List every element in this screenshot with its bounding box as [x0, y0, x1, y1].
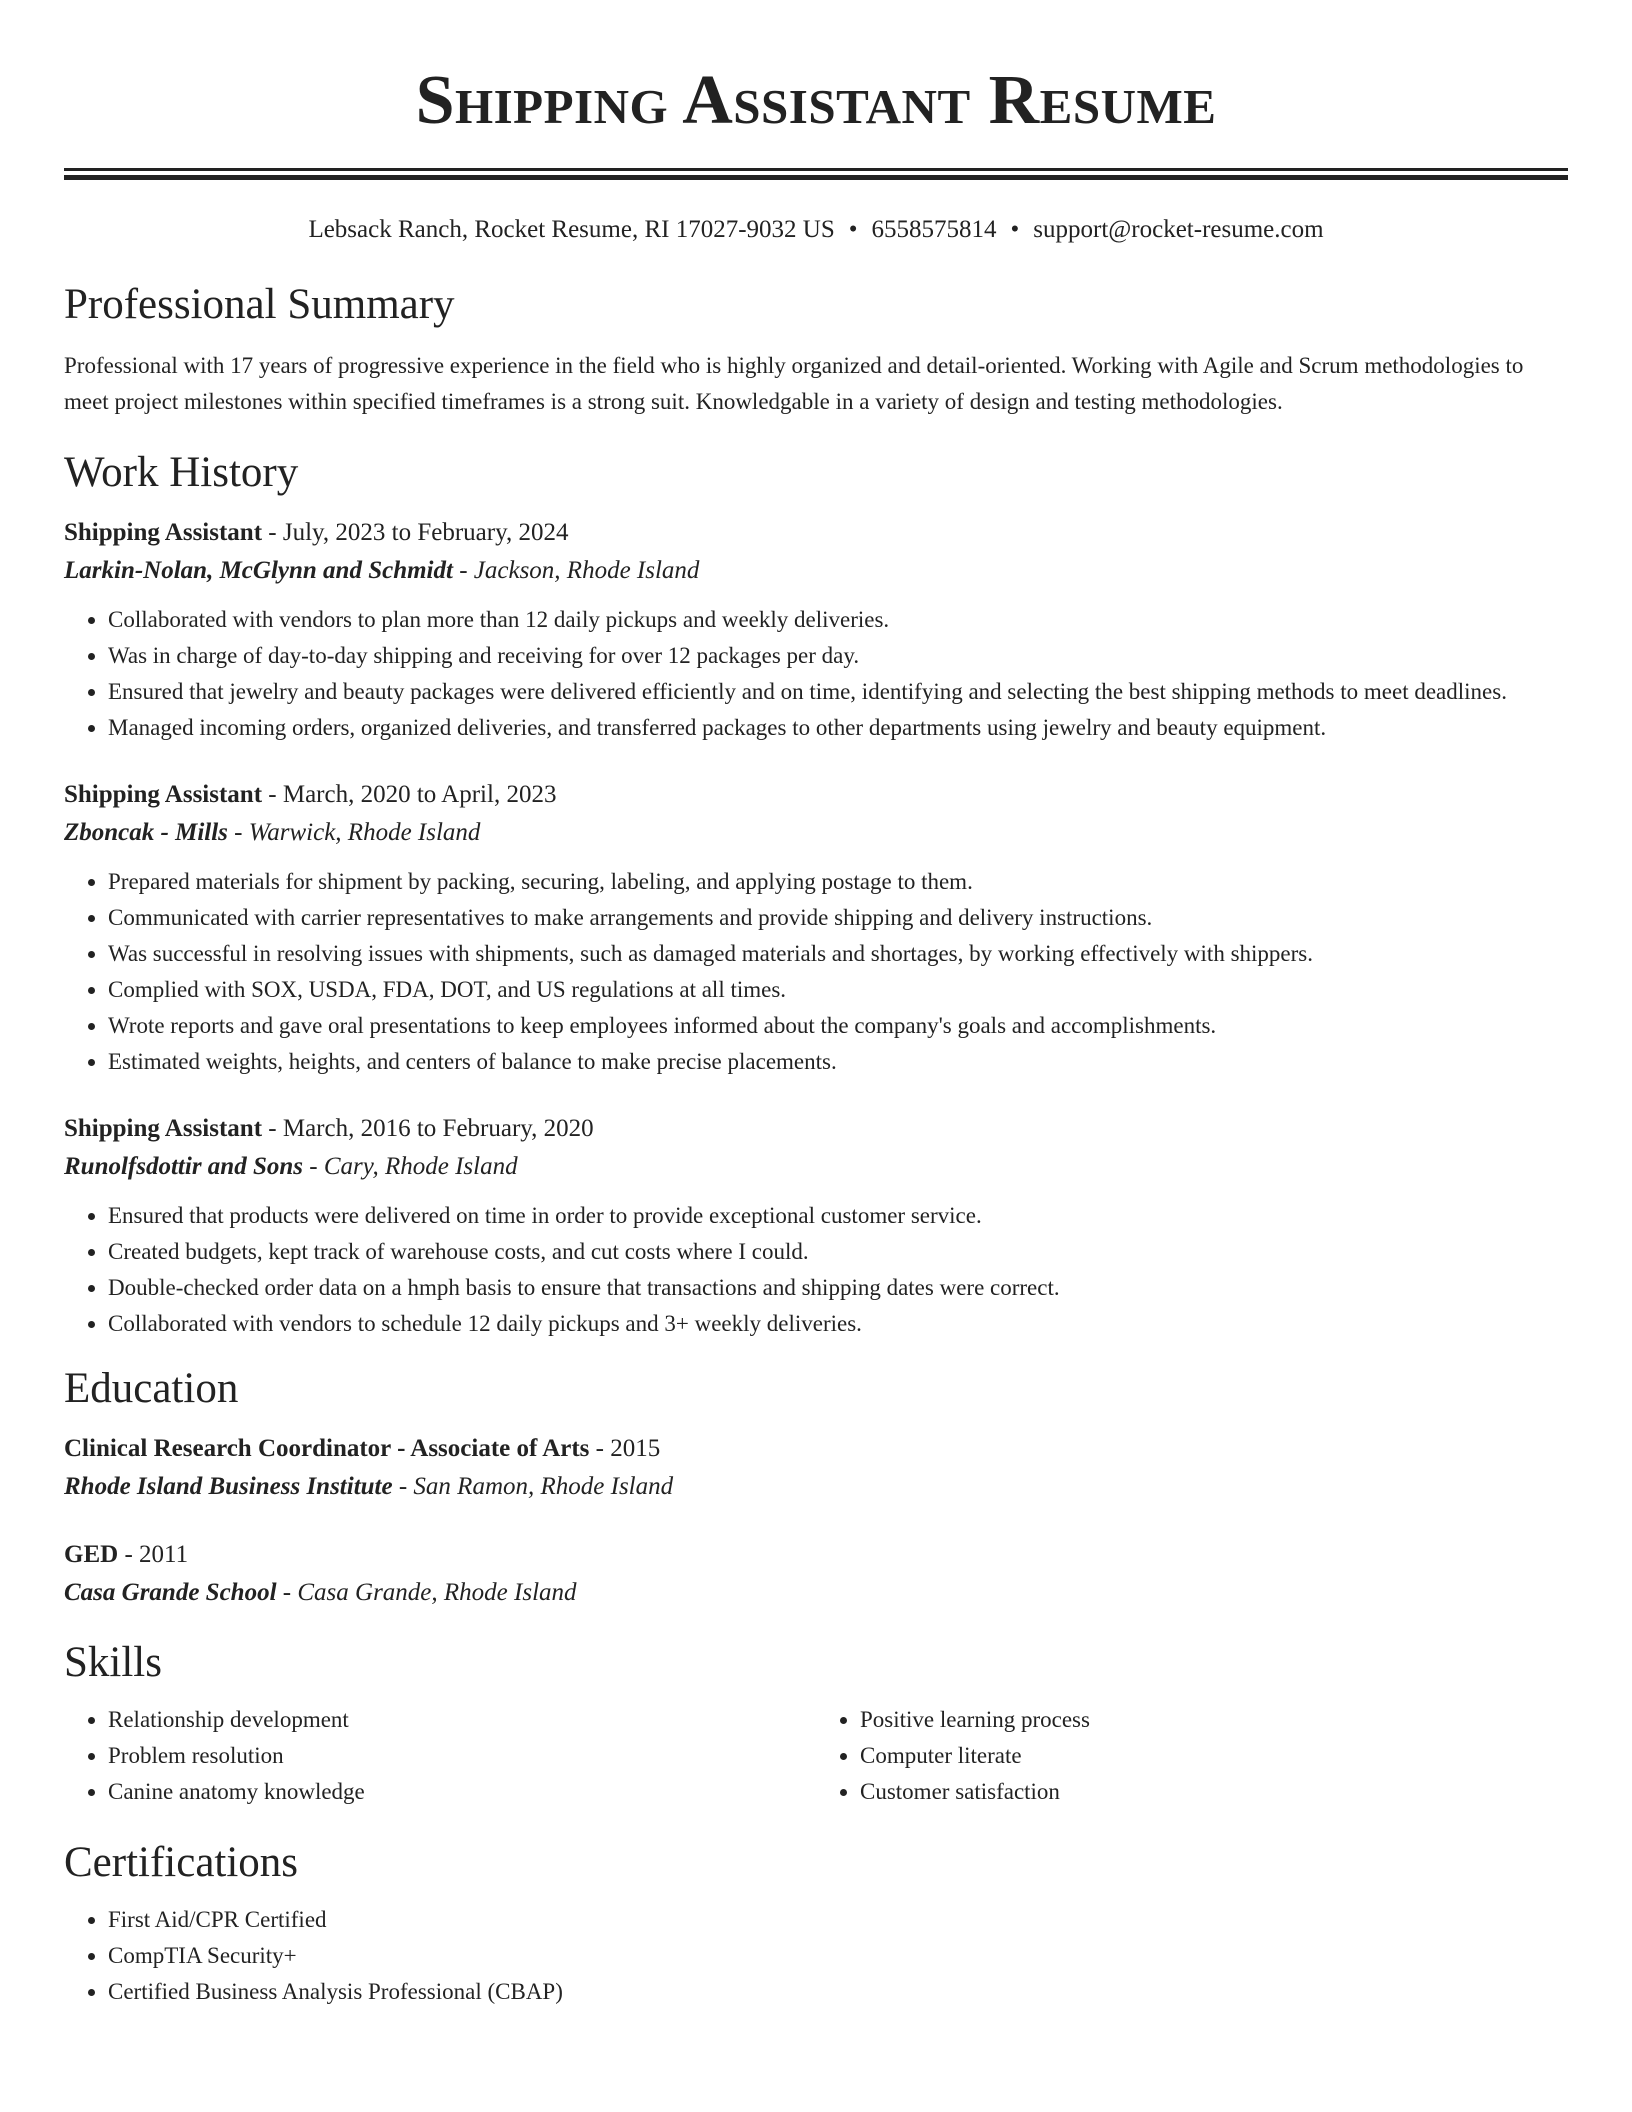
summary-heading: Professional Summary	[64, 281, 455, 328]
job-location: Cary, Rhode Island	[323, 1153, 518, 1180]
skills-list-right	[816, 1702, 1568, 1810]
education-entry	[64, 1536, 1568, 1612]
job-dates: March, 2016 to February, 2020	[282, 1115, 594, 1142]
education-degree: Clinical Research Coordinator - Associate of Arts	[64, 1435, 590, 1462]
certification-item: • CompTIA Security+	[108, 1938, 1568, 1974]
list-item: • Ensured that products were delivered on time in order to provide exceptional customer service.	[108, 1198, 1568, 1234]
job-title: Shipping Assistant	[64, 519, 263, 546]
job-company: Zboncak - Mills	[64, 819, 228, 846]
education-header: Clinical Research Coordinator - Associate of Arts - 2015	[64, 1435, 661, 1462]
job-entry	[64, 1110, 1568, 1342]
certification-item: • Certified Business Analysis Professional (CBAP)	[108, 1974, 1568, 2010]
skill-item: • Positive learning process	[860, 1702, 1568, 1738]
skills-heading: Skills	[64, 1639, 162, 1686]
list-item: • Collaborated with vendors to plan more than 12 daily pickups and weekly deliveries.	[108, 602, 1568, 638]
job-location: Warwick, Rhode Island	[248, 819, 481, 846]
education-school: Casa Grande School	[64, 1579, 277, 1606]
job-entry	[64, 514, 1568, 746]
education-school-line: Rhode Island Business Institute - San Ramon, Rhode Island	[64, 1473, 674, 1500]
job-company-line: Runolfsdottir and Sons - Cary, Rhode Island	[64, 1153, 518, 1180]
skill-item: • Canine anatomy knowledge	[108, 1774, 816, 1810]
list-item: • Complied with SOX, USDA, FDA, DOT, and US regulations at all times.	[108, 972, 1568, 1008]
education-school: Rhode Island Business Institute	[64, 1473, 393, 1500]
list-item: • Estimated weights, heights, and centers of balance to make precise placements.	[108, 1044, 1568, 1080]
job-company: Runolfsdottir and Sons	[64, 1153, 303, 1180]
list-item: • Was in charge of day-to-day shipping and receiving for over 12 packages per day.	[108, 638, 1568, 674]
job-header: Shipping Assistant - March, 2016 to February, 2020	[64, 1115, 594, 1142]
education-heading: Education	[64, 1365, 239, 1412]
skill-item: • Problem resolution	[108, 1738, 816, 1774]
contact-address: Lebsack Ranch, Rocket Resume, RI 17027-9032 US	[308, 216, 835, 243]
job-title: Shipping Assistant	[64, 1115, 263, 1142]
job-duties	[64, 864, 1568, 1080]
work-history-heading: Work History	[64, 449, 299, 496]
education-year: 2011	[139, 1541, 189, 1568]
skills-grid	[64, 1702, 1568, 1810]
skill-item: • Relationship development	[108, 1702, 816, 1738]
education-degree: GED	[64, 1541, 119, 1568]
skills-list-left	[64, 1702, 816, 1810]
education-school-line: Casa Grande School - Casa Grande, Rhode Island	[64, 1579, 577, 1606]
list-item: • Created budgets, kept track of warehouse costs, and cut costs where I could.	[108, 1234, 1568, 1270]
job-duties	[64, 1198, 1568, 1342]
list-item: • Prepared materials for shipment by packing, securing, labeling, and applying postage to them.	[108, 864, 1568, 900]
list-item: • Managed incoming orders, organized deliveries, and transferred packages to other departments using jewelry and beauty equipment.	[108, 710, 1568, 746]
skill-item: • Customer satisfaction	[860, 1774, 1568, 1810]
list-item: • Ensured that jewelry and beauty packages were delivered efficiently and on time, identifying and selecting the best shipping methods to meet deadlines.	[108, 674, 1568, 710]
job-header: Shipping Assistant - July, 2023 to February, 2024	[64, 519, 569, 546]
certifications-list	[64, 1902, 1568, 2010]
job-entry	[64, 776, 1568, 1080]
job-company-line: Larkin-Nolan, McGlynn and Schmidt - Jackson, Rhode Island	[64, 557, 700, 584]
contact-line	[64, 214, 1568, 246]
list-item: • Collaborated with vendors to schedule 12 daily pickups and 3+ weekly deliveries.	[108, 1306, 1568, 1342]
summary-text: Professional with 17 years of progressive experience in the field who is highly organized and detail-oriented. Working with Agile and Scrum methodologies to meet project milestones within specified timeframes is a strong suit. Knowledgable in a variety of design and testing methodologies.	[64, 353, 1524, 414]
job-dates: March, 2020 to April, 2023	[282, 781, 557, 808]
contact-phone: 6558575814	[871, 216, 997, 243]
education-year: 2015	[610, 1435, 661, 1462]
education-entry	[64, 1430, 1568, 1506]
title-divider	[64, 168, 1568, 180]
certifications-heading: Certifications	[64, 1839, 299, 1886]
job-duties	[64, 602, 1568, 746]
education-header: GED - 2011	[64, 1541, 189, 1568]
contact-email: support@rocket-resume.com	[1033, 216, 1324, 243]
contact-separator: •	[1010, 216, 1020, 243]
list-item: • Was successful in resolving issues with shipments, such as damaged materials and shortages, by working effectively with shippers.	[108, 936, 1568, 972]
certification-item: • First Aid/CPR Certified	[108, 1902, 1568, 1938]
job-location: Jackson, Rhode Island	[473, 557, 700, 584]
list-item: • Double-checked order data on a hmph basis to ensure that transactions and shipping dates were correct.	[108, 1270, 1568, 1306]
page-title: Shipping Assistant Resume	[415, 62, 1217, 139]
job-title: Shipping Assistant	[64, 781, 263, 808]
education-location: San Ramon, Rhode Island	[413, 1473, 674, 1500]
job-header: Shipping Assistant - March, 2020 to April, 2023	[64, 781, 557, 808]
job-company: Larkin-Nolan, McGlynn and Schmidt	[64, 557, 453, 584]
contact-separator: •	[848, 216, 858, 243]
skill-item: • Computer literate	[860, 1738, 1568, 1774]
job-dates: July, 2023 to February, 2024	[282, 519, 569, 546]
list-item: • Wrote reports and gave oral presentations to keep employees informed about the company's goals and accomplishments.	[108, 1008, 1568, 1044]
job-company-line: Zboncak - Mills - Warwick, Rhode Island	[64, 819, 481, 846]
education-location: Casa Grande, Rhode Island	[297, 1579, 577, 1606]
list-item: • Communicated with carrier representatives to make arrangements and provide shipping and delivery instructions.	[108, 900, 1568, 936]
